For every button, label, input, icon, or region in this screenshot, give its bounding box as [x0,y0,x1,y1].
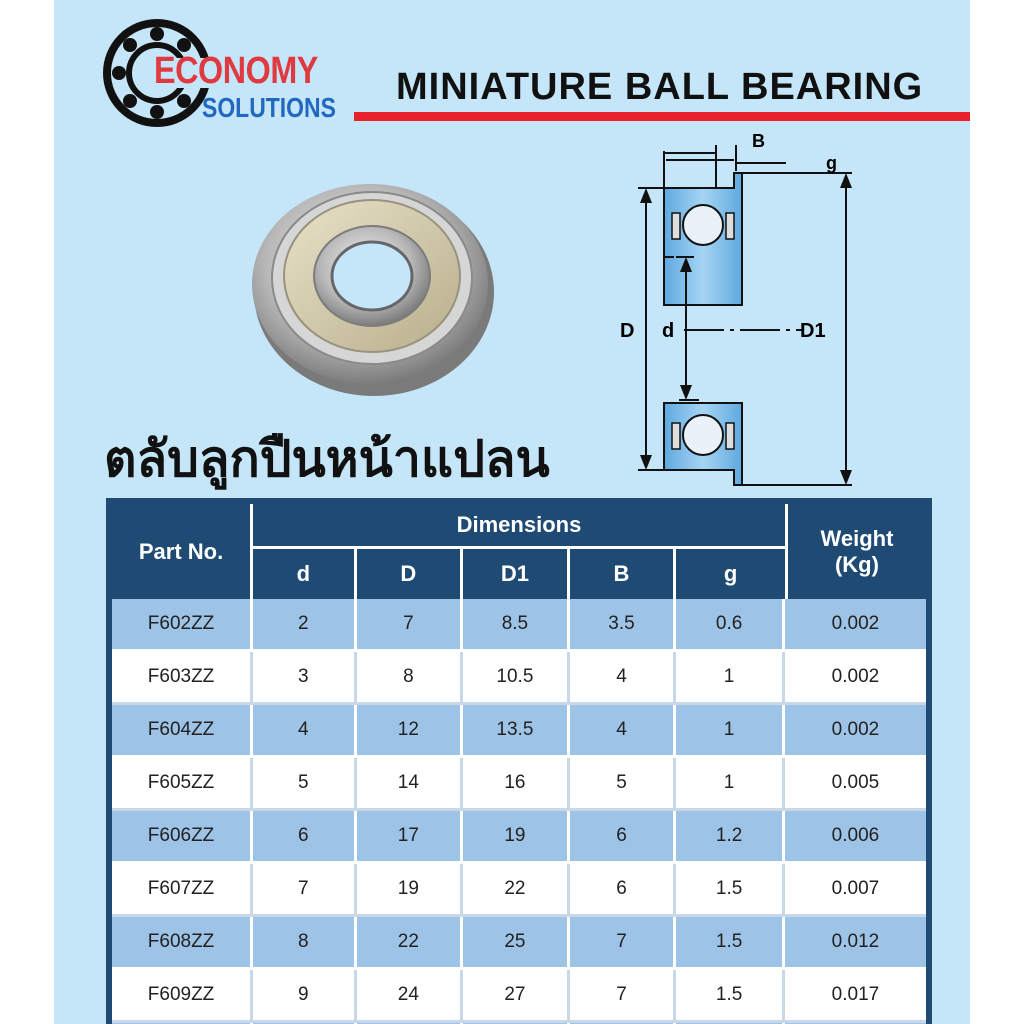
cell-D: 19 [357,864,464,917]
cell-B: 7 [570,970,677,1023]
cell-g: 1 [676,705,785,758]
cell-weight: 0.012 [785,917,926,970]
brand-name-top: ECONOMY [154,50,318,92]
cell-part-no: F603ZZ [112,652,253,705]
title-underline [354,112,970,121]
product-panel [54,0,970,1024]
cell-D: 24 [357,970,464,1023]
cell-D1: 25 [463,917,570,970]
cell-weight: 0.005 [785,758,926,811]
spec-table [112,504,926,1024]
cell-D1: 10.5 [463,652,570,705]
brand-name-bottom: SOLUTIONS [202,92,336,123]
col-header-D1: D1 [463,546,570,599]
bearing-photo [246,172,506,402]
bearing-diagram [554,125,854,495]
weight-header-line2: (Kg) [834,551,879,577]
cell-g: 1.2 [676,811,785,864]
table-row [112,652,926,705]
cell-weight: 0.002 [785,599,926,652]
cell-part-no: F606ZZ [112,811,253,864]
cell-d: 3 [253,652,357,705]
table-row [112,864,926,917]
cell-part-no: F609ZZ [112,970,253,1023]
diagram-label-d-inner: d [662,320,675,342]
page-title: MINIATURE BALL BEARING [396,66,924,108]
cell-d: 6 [253,811,357,864]
cell-D: 8 [357,652,464,705]
table-row [112,705,926,758]
cell-D: 7 [357,599,464,652]
table-row [112,917,926,970]
diagram-label-d1: D1 [800,320,826,342]
dimensions-header: Dimensions [253,504,785,546]
table-row [112,811,926,864]
cell-weight: 0.002 [785,652,926,705]
cell-B: 3.5 [570,599,677,652]
cell-B: 7 [570,917,677,970]
cell-B: 4 [570,705,677,758]
cell-weight: 0.017 [785,970,926,1023]
cell-g: 1.5 [676,970,785,1023]
cell-d: 2 [253,599,357,652]
col-header-g: g [676,546,785,599]
cell-d: 7 [253,864,357,917]
cell-g: 1.5 [676,864,785,917]
cell-B: 4 [570,652,677,705]
thai-title: ตลับลูกปืนหน้าแปลน [104,430,550,488]
cell-D1: 19 [463,811,570,864]
cell-D1: 22 [463,864,570,917]
cell-D: 22 [357,917,464,970]
cell-D: 12 [357,705,464,758]
cell-d: 5 [253,758,357,811]
cell-g: 0.6 [676,599,785,652]
cell-D1: 13.5 [463,705,570,758]
weight-header [785,504,926,599]
diagram-label-b: B [752,131,765,151]
cell-B: 6 [570,811,677,864]
cell-g: 1.5 [676,917,785,970]
cell-weight: 0.006 [785,811,926,864]
col-header-D: D [357,546,464,599]
diagram-label-d-outer: D [620,320,635,342]
cell-B: 5 [570,758,677,811]
cell-D1: 16 [463,758,570,811]
diagram-label-g: g [826,153,837,173]
cell-part-no: F604ZZ [112,705,253,758]
col-header-B: B [570,546,677,599]
spec-table-container [106,498,932,1024]
cell-d: 8 [253,917,357,970]
cell-d: 9 [253,970,357,1023]
cell-B: 6 [570,864,677,917]
weight-header-line1: Weight [820,525,894,551]
table-row [112,599,926,652]
cell-D1: 8.5 [463,599,570,652]
cell-g: 1 [676,758,785,811]
cell-D: 14 [357,758,464,811]
cell-g: 1 [676,652,785,705]
part-no-header: Part No. [112,504,253,599]
cell-part-no: F607ZZ [112,864,253,917]
cell-part-no: F608ZZ [112,917,253,970]
cell-part-no: F602ZZ [112,599,253,652]
col-header-d: d [253,546,357,599]
cell-weight: 0.007 [785,864,926,917]
cell-weight: 0.002 [785,705,926,758]
cell-part-no: F605ZZ [112,758,253,811]
table-row [112,758,926,811]
cell-D1: 27 [463,970,570,1023]
cell-d: 4 [253,705,357,758]
table-row [112,970,926,1023]
cell-D: 17 [357,811,464,864]
